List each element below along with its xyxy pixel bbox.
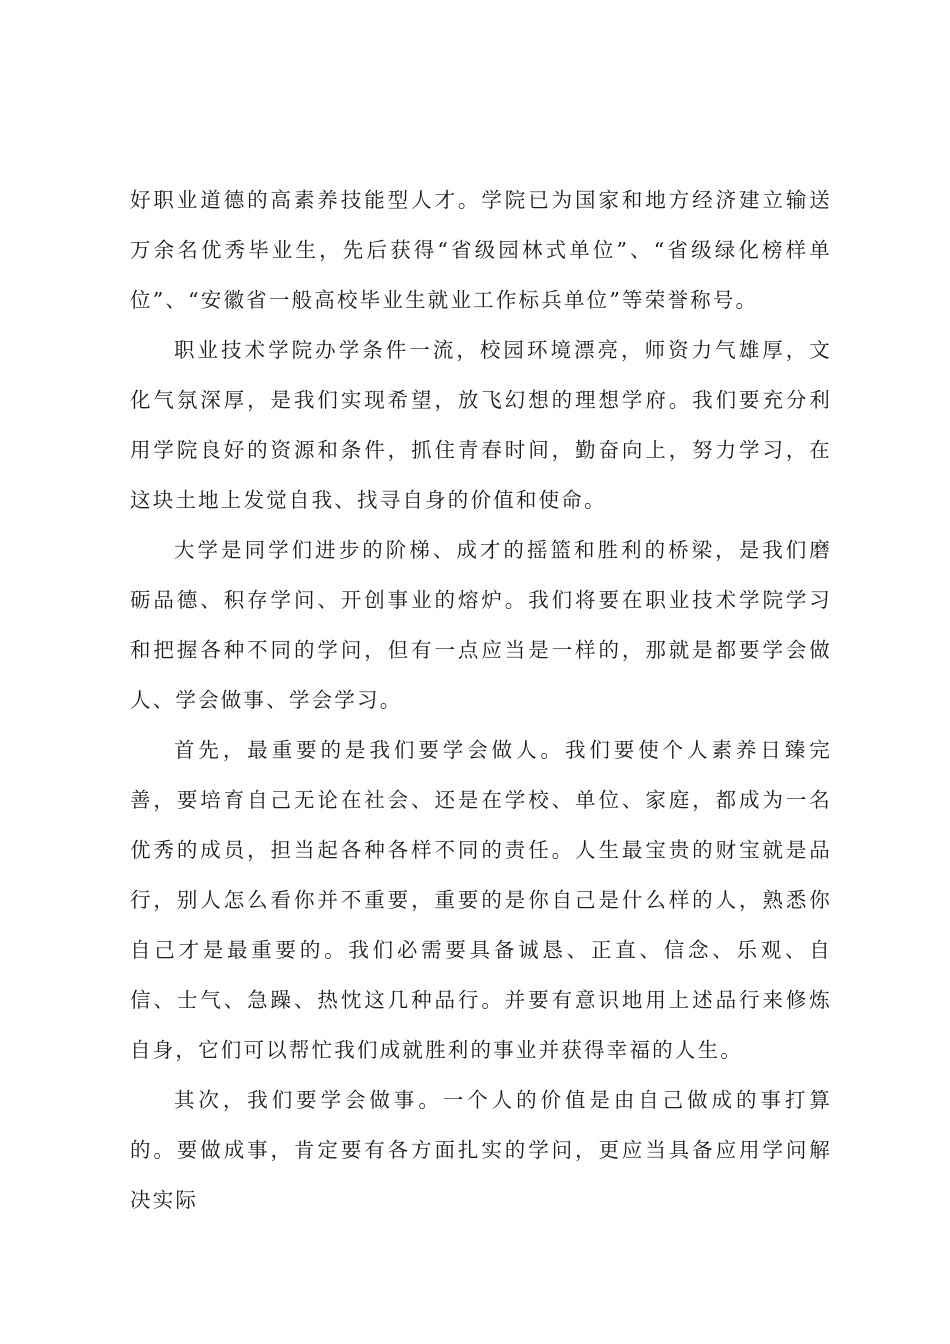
paragraph-5: 其次，我们要学会做事。一个人的价值是由自己做成的事打算的。要做成事，肯定要有各方面扎实的学问，更应当具备应用学问解决实际 <box>130 1088 832 1212</box>
document-body <box>130 175 832 1225</box>
paragraph-4: 首先，最重要的是我们要学会做人。我们要使个人素养日臻完善，要培育自己无论在社会、还是在学校、单位、家庭，都成为一名优秀的成员，担当起各种各样不同的责任。人生最宝贵的财宝就是品行，别人怎么看你并不重要，重要的是你自己是什么样的人，熟悉你自己才是最重要的。我们必需要具备诚恳、正直、信念、乐观、自信、士气、急躁、热忱这几种品行。并要有意识地用上述品行来修炼自身，它们可以帮忙我们成就胜利的事业并获得幸福的人生。 <box>130 738 832 1062</box>
paragraph-3: 大学是同学们进步的阶梯、成才的摇篮和胜利的桥梁，是我们磨砺品德、积存学问、开创事业的熔炉。我们将要在职业技术学院学习和把握各种不同的学问，但有一点应当是一样的，那就是都要学会做人、学会做事、学会学习。 <box>130 538 832 712</box>
paragraph-1: 好职业道德的高素养技能型人才。学院已为国家和地方经济建立输送万余名优秀毕业生，先后获得“省级园林式单位”、“省级绿化榜样单位”、“安徽省一般高校毕业生就业工作标兵单位”等荣誉称号。 <box>130 188 832 312</box>
paragraph-2: 职业技术学院办学条件一流，校园环境漂亮，师资力气雄厚，文化气氛深厚，是我们实现希望，放飞幻想的理想学府。我们要充分利用学院良好的资源和条件，抓住青春时间，勤奋向上，努力学习，在这块土地上发觉自我、找寻自身的价值和使命。 <box>130 338 832 512</box>
